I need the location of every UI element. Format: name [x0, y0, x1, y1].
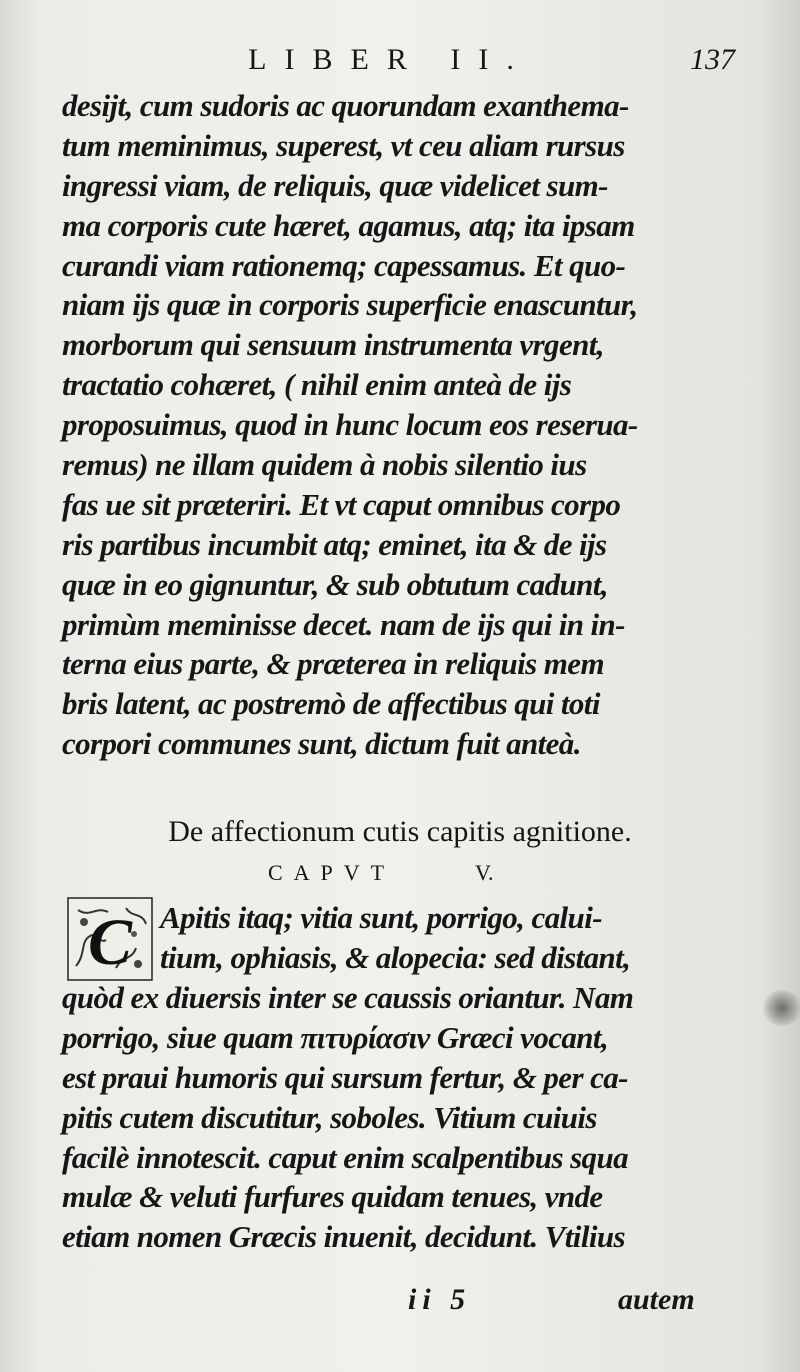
text-line: tractatio cohæret, ( nihil enim anteà de ijs — [62, 367, 572, 403]
text-line: tum meminimus, superest, vt ceu aliam rursus — [62, 127, 625, 163]
catchword: autem — [618, 1283, 695, 1316]
text-line: bris latent, ac postremò de affectibus qui toti — [62, 686, 600, 722]
decorated-initial-letter — [66, 896, 154, 982]
text-line: Apitis itaq; vitia sunt, porrigo, calui- — [160, 900, 602, 935]
text-line: remus) ne illam quidem à nobis silentio ius — [62, 447, 587, 483]
text-line: desijt, cum sudoris ac quorundam exanthema- — [62, 88, 629, 123]
text-line: terna eius parte, & præterea in reliquis mem — [62, 646, 604, 682]
running-head — [0, 40, 800, 80]
running-head-title: LIBER II. — [248, 43, 532, 76]
text-line: etiam nomen Græcis inuenit, decidunt. Vtilius — [62, 1219, 625, 1255]
text-line: fas ue sit præteriri. Et vt caput omnibus corpo — [62, 486, 621, 522]
chapter-label: CAPVT — [268, 860, 396, 885]
text-line: ingressi viam, de reliquis, quæ videlicet sum- — [62, 167, 608, 203]
chapter-heading: De affectionum cutis capitis agnitione. — [168, 815, 632, 848]
text-line: niam ijs quæ in corporis superficie enascuntur, — [62, 287, 638, 323]
paragraph-2-drop-lines — [160, 898, 700, 978]
paragraph-2 — [62, 978, 712, 1257]
initial-letter-glyph: C — [87, 906, 133, 979]
text-line: est praui humoris qui sursum fertur, & per ca- — [62, 1059, 628, 1095]
text-line: mulæ & veluti furfures quidam tenues, vnde — [62, 1179, 603, 1215]
chapter-number — [0, 856, 800, 890]
signature-mark: ii 5 — [408, 1283, 472, 1316]
text-line: morborum qui sensuum instrumenta vrgent, — [62, 327, 604, 363]
page-footer — [0, 1280, 800, 1320]
text-line: quæ in eo gignuntur, & sub obtutum cadunt, — [62, 566, 608, 602]
text-line: curandi viam rationemq; capessamus. Et quo- — [62, 247, 626, 283]
text-line: pitis cutem discutitur, soboles. Vitium cuiuis — [62, 1099, 597, 1135]
text-line: quòd ex diuersis inter se caussis oriantur. Nam — [62, 980, 634, 1015]
text-line: corpori communes sunt, dictum fuit anteà. — [62, 726, 581, 762]
text-line: primùm meminisse decet. nam de ijs qui in in- — [62, 606, 625, 642]
text-line: proposuimus, quod in hunc locum eos reserua- — [62, 407, 638, 443]
text-line: ris partibus incumbit atq; eminet, ita & de ijs — [62, 526, 607, 562]
paragraph-1 — [62, 86, 712, 764]
chapter-numeral: V. — [475, 860, 494, 885]
text-line: facilè innotescit. caput enim scalpentibus squa — [62, 1139, 628, 1175]
text-line: ma corporis cute hæret, agamus, atq; ita ipsam — [62, 207, 635, 243]
page-number: 137 — [690, 43, 735, 76]
ink-smudge — [762, 990, 800, 1026]
text-line: porrigo, siue quam πιτυρίασιν Græci vocant, — [62, 1019, 609, 1055]
text-line: tium, ophiasis, & alopecia: sed distant, — [160, 939, 631, 975]
